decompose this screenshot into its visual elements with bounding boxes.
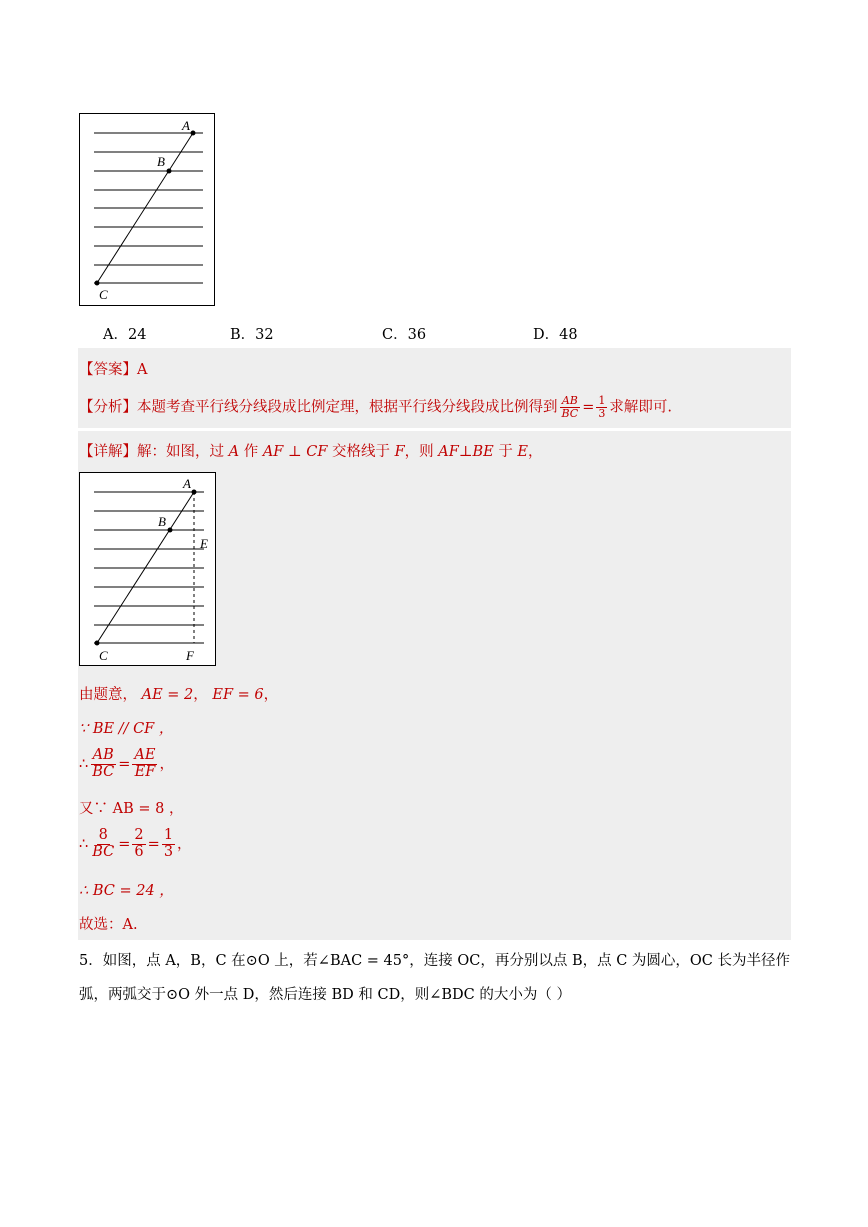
detail-text: ，则	[404, 444, 434, 460]
label-a: A	[182, 118, 190, 133]
label-b: B	[158, 514, 166, 529]
label-c: C	[99, 648, 108, 663]
eq-ae: AE = 2	[141, 687, 194, 703]
var-a: A	[228, 444, 240, 460]
label-a: A	[183, 476, 191, 491]
fraction-ae-ef: $\frac{AE}{EF}$	[134, 747, 156, 780]
perp-symbol: ⊥	[287, 444, 302, 460]
sep: ，	[193, 687, 208, 703]
sep: ，	[177, 836, 192, 853]
var-e: E	[517, 444, 529, 460]
point-c	[95, 641, 100, 646]
analysis-text: 本题考查平行线分线段成比例定理，根据平行线分线段成比例得到	[137, 399, 558, 416]
step-ab-value: 又∵ AB = 8 ，	[79, 801, 184, 817]
label-c: C	[99, 287, 108, 302]
option-b: B．32	[230, 327, 274, 343]
sep: ，	[263, 687, 279, 703]
analysis-line	[79, 395, 672, 420]
fraction-2-6: $\frac{2}{6}$	[134, 827, 144, 860]
answer-line	[79, 358, 147, 379]
detail-text: 交格线于	[331, 444, 390, 460]
eq-ef: EF = 6	[212, 687, 264, 703]
step-parallel: ∵ BE // CF ，	[79, 721, 174, 737]
detail-line	[79, 440, 543, 461]
figure2-svg	[80, 473, 215, 665]
point-c	[95, 281, 100, 286]
detail-text: 于	[498, 444, 513, 460]
equals-sign: =	[147, 836, 160, 853]
answer-value: A	[137, 362, 148, 378]
var-af: AF	[262, 444, 284, 460]
figure1-svg	[80, 114, 214, 305]
question5-line1: 5．如图，点 A，B，C 在⊙O 上，若∠BAC = 45°，连接 OC，再分别以点 B，点 C 为圆心，OC 长为半径作	[79, 953, 791, 969]
var-f: F	[394, 444, 405, 460]
equals-sign: =	[582, 399, 595, 416]
point-a	[192, 490, 197, 495]
therefore-symbol: ∴	[79, 756, 89, 773]
step-choice: 故选：A.	[79, 917, 138, 933]
step-compute	[79, 828, 192, 861]
detail-text: 解：如图，过	[137, 444, 224, 460]
figure-parallel-lines-2	[79, 472, 216, 666]
point-a	[191, 131, 196, 136]
option-a: A．24	[103, 327, 147, 343]
detail-text: ，	[528, 444, 543, 460]
var-af: AF	[438, 444, 459, 460]
var-be: BE	[472, 444, 494, 460]
label-b: B	[157, 154, 165, 169]
step-ratio	[79, 748, 174, 781]
var-cf: CF	[306, 444, 328, 460]
perp-symbol: ⊥	[458, 444, 473, 460]
therefore-symbol: ∴	[79, 836, 89, 853]
option-c: C．36	[382, 327, 427, 343]
analysis-fraction-ab-bc: $\frac{AB}{BC}$	[561, 394, 579, 421]
fraction-8-bc: $\frac{8}{BC}$	[92, 827, 115, 860]
option-d: D．48	[533, 327, 578, 343]
point-b	[168, 528, 173, 533]
equals-sign: =	[118, 756, 131, 773]
step-text: 由题意，	[79, 687, 137, 703]
answer-tag: 【答案】	[79, 362, 137, 378]
question5-line2: 弧，两弧交于⊙O 外一点 D，然后连接 BD 和 CD，则∠BDC 的大小为（ ）	[79, 987, 571, 1003]
label-f: F	[186, 648, 194, 663]
label-e: E	[200, 536, 208, 551]
analysis-tag: 【分析】	[79, 399, 137, 416]
figure-parallel-lines-1	[79, 113, 215, 306]
detail-text: 作	[243, 444, 259, 460]
equals-sign: =	[118, 836, 131, 853]
point-b	[167, 169, 172, 174]
step-result: ∴ BC = 24 ，	[79, 883, 174, 899]
analysis-fraction-one-third: $\frac{1}{3}$	[598, 394, 606, 421]
fraction-ab-bc: $\frac{AB}{BC}$	[92, 747, 115, 780]
step-given	[79, 683, 278, 704]
fraction-1-3: $\frac{1}{3}$	[163, 827, 174, 860]
analysis-text-end: 求解即可.	[609, 399, 672, 416]
detail-tag: 【详解】	[79, 444, 137, 460]
sep: ，	[159, 756, 174, 773]
